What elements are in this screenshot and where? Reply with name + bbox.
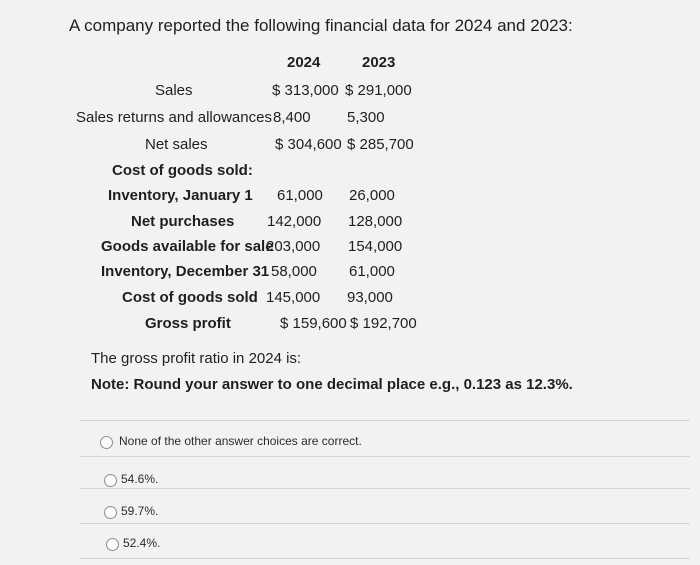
value-inventory-dec-2024: 58,000 xyxy=(271,263,317,280)
choice-label: None of the other answer choices are correct. xyxy=(119,434,362,448)
radio-button[interactable] xyxy=(104,506,117,519)
divider xyxy=(80,488,690,489)
value-cogs-2023: 93,000 xyxy=(347,289,393,306)
value-cogs-2024: 145,000 xyxy=(266,289,321,306)
choice-label: 54.6%. xyxy=(121,472,159,486)
value-gross-profit-2024: $ 159,600 xyxy=(280,315,347,332)
divider xyxy=(80,558,690,559)
value-returns-2024: 8,400 xyxy=(273,109,311,126)
value-inventory-jan-2024: 61,000 xyxy=(277,187,323,204)
value-net-purchases-2023: 128,000 xyxy=(348,213,403,230)
row-label-net-sales: Net sales xyxy=(145,136,208,153)
value-sales-2024: $ 313,000 xyxy=(272,82,339,99)
row-label-inventory-jan: Inventory, January 1 xyxy=(108,187,253,204)
header-2023: 2023 xyxy=(362,54,396,71)
question-intro: A company reported the following financial data for 2024 and 2023: xyxy=(69,16,573,35)
value-net-sales-2023: $ 285,700 xyxy=(347,136,414,153)
row-label-goods-available: Goods available for sale xyxy=(101,238,274,255)
question-note: Note: Round your answer to one decimal place e.g., 0.123 as 12.3%. xyxy=(91,376,573,393)
value-goods-available-2023: 154,000 xyxy=(348,238,403,255)
question-prompt: The gross profit ratio in 2024 is: xyxy=(91,350,302,367)
row-label-inventory-dec: Inventory, December 31 xyxy=(101,263,270,280)
radio-button[interactable] xyxy=(100,436,113,449)
choice-option-54-6[interactable] xyxy=(104,472,304,488)
row-label-gross-profit: Gross profit xyxy=(145,315,231,332)
value-sales-2023: $ 291,000 xyxy=(345,82,412,99)
row-label-cogs-heading: Cost of goods sold: xyxy=(112,162,253,179)
radio-button[interactable] xyxy=(104,474,117,487)
value-net-purchases-2024: 142,000 xyxy=(267,213,322,230)
choice-option-59-7[interactable] xyxy=(104,504,304,520)
value-inventory-dec-2023: 61,000 xyxy=(349,263,395,280)
value-returns-2023: 5,300 xyxy=(347,109,385,126)
value-inventory-jan-2023: 26,000 xyxy=(349,187,395,204)
choice-label: 52.4%. xyxy=(123,536,161,550)
divider xyxy=(80,523,690,524)
choice-option-none[interactable] xyxy=(100,434,500,450)
header-2024: 2024 xyxy=(287,54,321,71)
row-label-net-purchases: Net purchases xyxy=(131,213,235,230)
value-net-sales-2024: $ 304,600 xyxy=(275,136,342,153)
row-label-returns: Sales returns and allowances xyxy=(76,109,272,126)
choice-label: 59.7%. xyxy=(121,504,159,518)
row-label-sales: Sales xyxy=(155,82,193,99)
choice-option-52-4[interactable] xyxy=(106,536,306,552)
divider xyxy=(80,420,690,421)
value-goods-available-2024: 203,000 xyxy=(266,238,321,255)
divider xyxy=(80,456,690,457)
row-label-cogs: Cost of goods sold xyxy=(122,289,258,306)
radio-button[interactable] xyxy=(106,538,119,551)
value-gross-profit-2023: $ 192,700 xyxy=(350,315,417,332)
